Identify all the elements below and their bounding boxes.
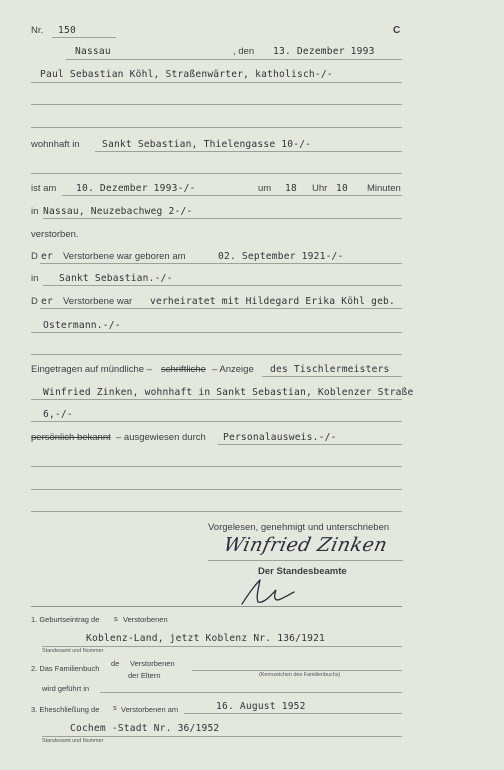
signature-line	[208, 560, 403, 561]
line-i	[43, 285, 402, 286]
separator-line	[31, 606, 402, 607]
birth-place: Sankt Sebastian.-/-	[59, 273, 173, 284]
marital-er-suffix: er	[41, 296, 53, 307]
marital-d-label: D	[31, 296, 38, 307]
item3-value: Cochem -Stadt Nr. 36/1952	[70, 723, 220, 734]
verstorben-label: verstorben.	[31, 229, 79, 240]
death-place: Nassau, Neuzebachweg 2-/-	[43, 206, 193, 217]
standesamt-label-2: Standesamt und Nummer	[42, 738, 104, 744]
eingetragen-label: Eingetragen auf mündliche –	[31, 364, 152, 375]
item3-label: 3. Eheschließung de	[31, 705, 100, 714]
death-hour: 18	[285, 183, 297, 194]
line-o	[31, 421, 402, 422]
item3-suffix: Verstorbenen am	[121, 705, 179, 714]
standesamt-label-1: Standesamt und Nummer	[42, 648, 104, 654]
den-label: , den	[233, 46, 255, 57]
line-g	[43, 218, 402, 219]
item1-suffix: Verstorbenen	[123, 615, 168, 624]
minuten-label: Minuten	[367, 183, 401, 194]
corner-letter: C	[393, 25, 401, 36]
war-label: Verstorbene war	[63, 296, 133, 307]
ausgewiesen-label: – ausgewiesen durch	[116, 432, 206, 443]
item1-value: Koblenz-Land, jetzt Koblenz Nr. 136/1921	[86, 633, 326, 644]
marriage-date: 16. August 1952	[216, 701, 306, 712]
item1-label: 1. Geburtseintrag de	[31, 615, 100, 624]
line-s	[31, 511, 402, 512]
birth-er-suffix: er	[41, 251, 53, 262]
id-document: Personalausweis.-/-	[223, 432, 337, 443]
line-t	[42, 646, 402, 647]
line-r	[31, 489, 402, 490]
informant-line2: Winfried Zinken, wohnhaft in Sankt Sebastian, Koblenzer Straße	[43, 387, 414, 398]
item1-s: s	[114, 614, 118, 623]
struck-schriftliche: schriftliche	[161, 364, 206, 375]
line-j	[40, 308, 402, 309]
line-v	[100, 692, 402, 693]
registration-date: 13. Dezember 1993	[273, 46, 375, 57]
line-l	[31, 354, 402, 355]
item3-s: s	[113, 703, 117, 712]
residence-value: Sankt Sebastian, Thielengasse 10-/-	[102, 139, 312, 150]
vorgelesen-label: Vorgelesen, genehmigt und unterschrieben	[208, 522, 390, 533]
kennzeichen-label: (Kennzeichen des Familienbuchs)	[259, 672, 341, 678]
nr-underline	[52, 37, 116, 38]
official-signature-icon	[232, 576, 302, 606]
birth-d-label: D	[31, 251, 38, 262]
line-p	[218, 444, 402, 445]
birth-date: 02. September 1921-/-	[218, 251, 344, 262]
item2-de: de	[111, 659, 120, 668]
marital-status: verheiratet mit Hildegard Erika Köhl geb.	[150, 296, 396, 307]
informant-line3: 6,-/-	[43, 409, 73, 420]
uhr-label: Uhr	[312, 183, 328, 194]
ist-am-label: ist am	[31, 183, 57, 194]
line-f	[62, 195, 402, 196]
um-label: um	[258, 183, 272, 194]
line-k	[31, 332, 402, 333]
line-w	[184, 713, 402, 714]
line-q	[31, 466, 402, 467]
residence-label: wohnhaft in	[31, 139, 80, 150]
line-a	[31, 82, 402, 83]
line-n	[31, 399, 402, 400]
anzeige-label: – Anzeige	[212, 364, 254, 375]
line-m	[262, 376, 402, 377]
item2-verstorbenen: Verstorbenen	[130, 659, 175, 668]
in-label: in	[31, 206, 39, 217]
line-e	[31, 173, 402, 174]
line-d	[95, 151, 402, 152]
nr-label: Nr.	[31, 25, 44, 36]
birth-in-label: in	[31, 273, 39, 284]
marital-status-cont: Ostermann.-/-	[43, 320, 121, 331]
born-label: Verstorbene war geboren am	[63, 251, 186, 262]
death-date: 10. Dezember 1993-/-	[76, 183, 196, 194]
line-u	[192, 670, 402, 671]
line-x	[42, 736, 402, 737]
death-minute: 10	[336, 183, 348, 194]
header-line	[66, 59, 402, 60]
informant-signature: Winfried Zinken	[221, 534, 390, 556]
informant-line1: des Tischlermeisters	[270, 364, 390, 375]
line-h	[40, 263, 402, 264]
standesbeamte-label: Der Standesbeamte	[258, 566, 347, 577]
line-c	[31, 127, 402, 128]
item2-label: 2. Das Familienbuch	[31, 664, 100, 673]
wird-gefuehrt-label: wird geführt in	[42, 684, 90, 693]
line-b	[31, 104, 402, 105]
nr-value: 150	[58, 25, 76, 36]
struck-persoenlich: persönlich bekannt	[31, 432, 111, 443]
place-value: Nassau	[75, 46, 111, 57]
deceased-name-line: Paul Sebastian Köhl, Straßenwärter, katholisch-/-	[40, 69, 333, 80]
item2-eltern: der Eltern	[128, 671, 161, 680]
